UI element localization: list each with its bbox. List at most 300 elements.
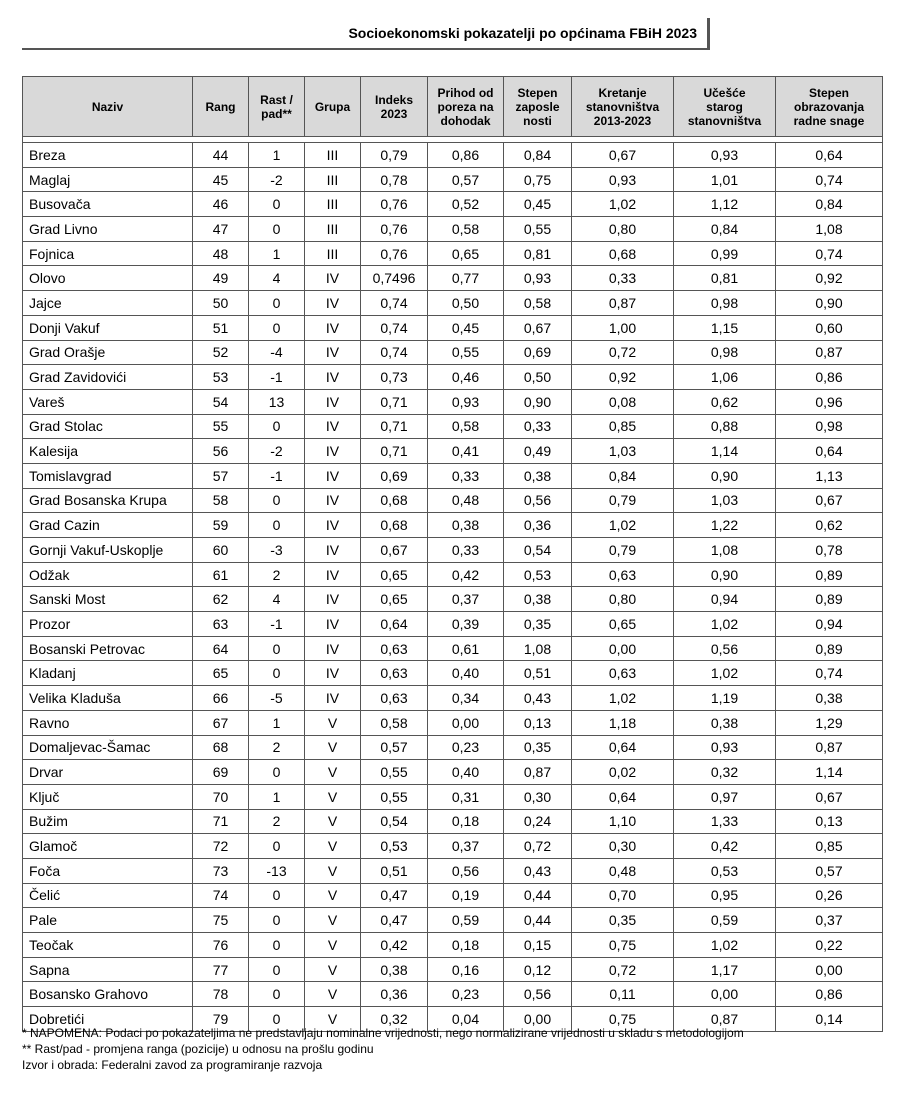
table-cell: 0,98 (674, 340, 776, 365)
table-cell: 0,45 (504, 192, 572, 217)
table-cell: 2 (249, 809, 305, 834)
table-cell: IV (305, 636, 361, 661)
table-cell: 1,00 (572, 315, 674, 340)
table-cell: IV (305, 414, 361, 439)
table-cell: 0,22 (776, 933, 883, 958)
table-cell: IV (305, 612, 361, 637)
table-cell: 0,00 (776, 957, 883, 982)
table-cell: V (305, 809, 361, 834)
table-cell: 0,67 (776, 488, 883, 513)
table-cell: 0,11 (572, 982, 674, 1007)
table-cell: 0,64 (572, 784, 674, 809)
table-cell: 66 (193, 686, 249, 711)
table-cell: 0 (249, 513, 305, 538)
table-cell: 1,02 (572, 192, 674, 217)
table-cell: 2 (249, 562, 305, 587)
table-cell: III (305, 241, 361, 266)
table-row (23, 686, 883, 711)
table-cell: 0 (249, 414, 305, 439)
table-cell: 0,89 (776, 562, 883, 587)
table-row (23, 217, 883, 242)
table-row (23, 883, 883, 908)
table-cell: 0,92 (572, 365, 674, 390)
table-cell: 0,76 (361, 241, 428, 266)
cell-naziv: Grad Cazin (23, 513, 193, 538)
table-cell: 0,37 (428, 587, 504, 612)
table-cell: 1,02 (674, 933, 776, 958)
table-cell: IV (305, 661, 361, 686)
table-cell: 0,52 (428, 192, 504, 217)
table-row (23, 241, 883, 266)
table-cell: 0,87 (776, 735, 883, 760)
table-cell: 0,50 (428, 291, 504, 316)
table-cell: 48 (193, 241, 249, 266)
table-cell: 63 (193, 612, 249, 637)
table-cell: 51 (193, 315, 249, 340)
table-cell: 0,63 (361, 661, 428, 686)
table-cell: 1,03 (572, 439, 674, 464)
cell-naziv: Velika Kladuša (23, 686, 193, 711)
table-cell: 2 (249, 735, 305, 760)
table-row (23, 291, 883, 316)
table-cell: 0,47 (361, 908, 428, 933)
header-rang: Rang (193, 77, 249, 137)
table-cell: 0,53 (504, 562, 572, 587)
table-cell: -5 (249, 686, 305, 711)
table-cell: 0,63 (361, 636, 428, 661)
table-row (23, 488, 883, 513)
table-cell: 67 (193, 710, 249, 735)
table-cell: 1 (249, 241, 305, 266)
table-cell: 0,56 (674, 636, 776, 661)
table-cell: 0,75 (504, 167, 572, 192)
table-cell: 69 (193, 760, 249, 785)
table-row (23, 908, 883, 933)
table-cell: 0,51 (361, 858, 428, 883)
footnotes (22, 1025, 744, 1073)
table-cell: 0,37 (428, 834, 504, 859)
table-cell: 0,49 (504, 439, 572, 464)
table-cell: 0,00 (674, 982, 776, 1007)
table-row (23, 389, 883, 414)
table-cell: 0,74 (776, 661, 883, 686)
table-cell: 58 (193, 488, 249, 513)
table-cell: 74 (193, 883, 249, 908)
table-cell: 52 (193, 340, 249, 365)
cell-naziv: Bosanski Petrovac (23, 636, 193, 661)
header-zaposlenost: Stepen zaposle nosti (504, 77, 572, 137)
table-cell: 0,54 (361, 809, 428, 834)
table-row (23, 784, 883, 809)
table-cell: 4 (249, 266, 305, 291)
table-cell: V (305, 834, 361, 859)
table-cell: 1,06 (674, 365, 776, 390)
table-cell: 0,43 (504, 858, 572, 883)
table-cell: 0,53 (674, 858, 776, 883)
table-cell: 0,94 (776, 612, 883, 637)
table-cell: 0,19 (428, 883, 504, 908)
footnote-rast-pad: ** Rast/pad - promjena ranga (pozicije) u odnosu na prošlu godinu (22, 1042, 374, 1056)
table-cell: 0,74 (776, 241, 883, 266)
table-row (23, 538, 883, 563)
table-cell: 0,60 (776, 315, 883, 340)
table-cell: 0,04 (428, 1007, 504, 1032)
table-cell: IV (305, 315, 361, 340)
table-cell: 0,93 (504, 266, 572, 291)
table-cell: 0,56 (504, 982, 572, 1007)
cell-naziv: Teočak (23, 933, 193, 958)
table-cell: 0,74 (361, 315, 428, 340)
table-cell: 0,40 (428, 661, 504, 686)
table-cell: 0,68 (361, 488, 428, 513)
table-cell: 77 (193, 957, 249, 982)
table-cell: 0,55 (361, 784, 428, 809)
table-cell: IV (305, 562, 361, 587)
table-cell: 0,65 (572, 612, 674, 637)
cell-naziv: Dobretići (23, 1007, 193, 1032)
table-cell: 75 (193, 908, 249, 933)
table-cell: 0,39 (428, 612, 504, 637)
table-cell: 0,63 (572, 562, 674, 587)
table-cell: 0,71 (361, 414, 428, 439)
table-cell: 0,64 (776, 439, 883, 464)
table-cell: 0,59 (674, 908, 776, 933)
table-cell: 0,18 (428, 809, 504, 834)
table-row (23, 982, 883, 1007)
table-cell: 0,53 (361, 834, 428, 859)
table-cell: 0,79 (572, 488, 674, 513)
table-cell: 0 (249, 661, 305, 686)
table-cell: 0,77 (428, 266, 504, 291)
table-cell: 0 (249, 217, 305, 242)
cell-naziv: Grad Bosanska Krupa (23, 488, 193, 513)
table-cell: 0,34 (428, 686, 504, 711)
table-cell: 0,13 (504, 710, 572, 735)
cell-naziv: Glamoč (23, 834, 193, 859)
table-cell: 0,33 (572, 266, 674, 291)
table-cell: 0,74 (776, 167, 883, 192)
table-cell: 0,67 (776, 784, 883, 809)
table-cell: -2 (249, 167, 305, 192)
cell-naziv: Čelić (23, 883, 193, 908)
table-cell: 0,86 (776, 982, 883, 1007)
title-box (22, 18, 710, 50)
table-cell: IV (305, 291, 361, 316)
table-cell: IV (305, 389, 361, 414)
table-cell: 0 (249, 760, 305, 785)
table-cell: 0,75 (572, 933, 674, 958)
table-cell: 0,24 (504, 809, 572, 834)
header-rast-pad: Rast / pad** (249, 77, 305, 137)
table-cell: 0,54 (504, 538, 572, 563)
table-cell: 0,62 (674, 389, 776, 414)
table-cell: 0 (249, 1007, 305, 1032)
table-cell: 57 (193, 463, 249, 488)
table-cell: 13 (249, 389, 305, 414)
header-ucesce: Učešće starog stanovništva (674, 77, 776, 137)
table-cell: V (305, 908, 361, 933)
table-cell: 0,08 (572, 389, 674, 414)
table-cell: 1,08 (776, 217, 883, 242)
cell-naziv: Fojnica (23, 241, 193, 266)
table-cell: 62 (193, 587, 249, 612)
table-cell: 0,80 (572, 587, 674, 612)
table-cell: 0,85 (776, 834, 883, 859)
table-cell: 0,90 (674, 562, 776, 587)
table-cell: 0,58 (428, 217, 504, 242)
cell-naziv: Prozor (23, 612, 193, 637)
table-cell: 0,41 (428, 439, 504, 464)
cell-naziv: Drvar (23, 760, 193, 785)
cell-naziv: Bužim (23, 809, 193, 834)
table-cell: 0,57 (776, 858, 883, 883)
table-cell: 0,71 (361, 389, 428, 414)
table-cell: 0 (249, 982, 305, 1007)
cell-naziv: Ključ (23, 784, 193, 809)
table-cell: 0,56 (504, 488, 572, 513)
table-cell: 0 (249, 908, 305, 933)
cell-naziv: Sanski Most (23, 587, 193, 612)
table-cell: 47 (193, 217, 249, 242)
table-cell: 0,47 (361, 883, 428, 908)
table-row (23, 858, 883, 883)
cell-naziv: Breza (23, 143, 193, 168)
table-cell: 0,16 (428, 957, 504, 982)
table-cell: 0,74 (361, 340, 428, 365)
table-cell: 0,58 (504, 291, 572, 316)
header-prihod: Prihod od poreza na dohodak (428, 77, 504, 137)
cell-naziv: Tomislavgrad (23, 463, 193, 488)
cell-naziv: Sapna (23, 957, 193, 982)
table-cell: 0,76 (361, 217, 428, 242)
table-cell: 0,30 (504, 784, 572, 809)
cell-naziv: Kalesija (23, 439, 193, 464)
table-cell: 1,13 (776, 463, 883, 488)
table-cell: 55 (193, 414, 249, 439)
table-cell: 0,33 (428, 538, 504, 563)
cell-naziv: Domaljevac-Šamac (23, 735, 193, 760)
table-cell: 0,70 (572, 883, 674, 908)
table-cell: V (305, 957, 361, 982)
indicators-table (22, 76, 883, 1032)
table-cell: 0,67 (504, 315, 572, 340)
table-cell: 0,48 (572, 858, 674, 883)
table-cell: 0,98 (674, 291, 776, 316)
cell-naziv: Vareš (23, 389, 193, 414)
table-cell: 0,02 (572, 760, 674, 785)
table-cell: 0,64 (776, 143, 883, 168)
table-cell: IV (305, 340, 361, 365)
cell-naziv: Maglaj (23, 167, 193, 192)
cell-naziv: Donji Vakuf (23, 315, 193, 340)
table-row (23, 340, 883, 365)
table-cell: 0,87 (572, 291, 674, 316)
table-row (23, 463, 883, 488)
table-cell: 0,93 (428, 389, 504, 414)
table-cell: 1 (249, 784, 305, 809)
table-cell: 0,42 (361, 933, 428, 958)
table-cell: 0,18 (428, 933, 504, 958)
table-cell: 0,56 (428, 858, 504, 883)
table-cell: 0,69 (504, 340, 572, 365)
table-cell: 59 (193, 513, 249, 538)
table-cell: 0 (249, 192, 305, 217)
table-cell: 0,14 (776, 1007, 883, 1032)
table-row (23, 513, 883, 538)
table-cell: 0,43 (504, 686, 572, 711)
table-cell: 0,38 (428, 513, 504, 538)
table-cell: 0 (249, 957, 305, 982)
table-cell: 1,14 (674, 439, 776, 464)
table-cell: 1,02 (572, 513, 674, 538)
table-cell: -1 (249, 365, 305, 390)
table-cell: 0,86 (428, 143, 504, 168)
table-cell: 0,59 (428, 908, 504, 933)
table-cell: 1,17 (674, 957, 776, 982)
table-cell: 0,00 (504, 1007, 572, 1032)
table-cell: 0,93 (674, 143, 776, 168)
table-cell: 0,89 (776, 587, 883, 612)
table-cell: 0,44 (504, 883, 572, 908)
table-cell: 1,15 (674, 315, 776, 340)
table-body (23, 143, 883, 1032)
table-cell: 0,30 (572, 834, 674, 859)
table-cell: V (305, 982, 361, 1007)
table-cell: 65 (193, 661, 249, 686)
table-row (23, 834, 883, 859)
cell-naziv: Pale (23, 908, 193, 933)
header-indeks: Indeks 2023 (361, 77, 428, 137)
table-cell: 0,79 (361, 143, 428, 168)
table-cell: IV (305, 439, 361, 464)
table-cell: 0,38 (361, 957, 428, 982)
table-cell: 0,63 (361, 686, 428, 711)
table-cell: 56 (193, 439, 249, 464)
table-cell: 1,18 (572, 710, 674, 735)
table-cell: V (305, 1007, 361, 1032)
footnote-napomena: * NAPOMENA: Podaci po pokazateljima ne predstavljaju nominalne vrijednosti, nego normalizirane vrijednosti u skladu s metodologijom (22, 1026, 744, 1040)
cell-naziv: Busovača (23, 192, 193, 217)
table-cell: 0,98 (776, 414, 883, 439)
table-cell: 1,14 (776, 760, 883, 785)
table-cell: 1,33 (674, 809, 776, 834)
table-row (23, 957, 883, 982)
table-cell: 0,65 (428, 241, 504, 266)
table-cell: 54 (193, 389, 249, 414)
table-cell: 0,51 (504, 661, 572, 686)
table-cell: 0,81 (674, 266, 776, 291)
table-cell: 0,87 (504, 760, 572, 785)
table-cell: 0,64 (572, 735, 674, 760)
table-cell: 0 (249, 636, 305, 661)
table-cell: 1,02 (572, 686, 674, 711)
table-row (23, 933, 883, 958)
table-cell: 0,23 (428, 735, 504, 760)
table-cell: 0,32 (361, 1007, 428, 1032)
table-cell: IV (305, 463, 361, 488)
table-row (23, 809, 883, 834)
table-cell: 0,81 (504, 241, 572, 266)
table-cell: IV (305, 266, 361, 291)
table-row (23, 266, 883, 291)
table-cell: 0,76 (361, 192, 428, 217)
table-cell: 0,36 (504, 513, 572, 538)
table-cell: 0,57 (361, 735, 428, 760)
table-cell: 4 (249, 587, 305, 612)
table-cell: 0,85 (572, 414, 674, 439)
table-cell: 1,02 (674, 661, 776, 686)
table-row (23, 661, 883, 686)
table-cell: 0,38 (776, 686, 883, 711)
table-cell: 0,92 (776, 266, 883, 291)
table-cell: 1,08 (674, 538, 776, 563)
table-cell: 0,7496 (361, 266, 428, 291)
table-cell: 0,87 (776, 340, 883, 365)
table-cell: 0,31 (428, 784, 504, 809)
table-cell: 1,08 (504, 636, 572, 661)
cell-naziv: Odžak (23, 562, 193, 587)
table-row (23, 710, 883, 735)
table-cell: 0 (249, 315, 305, 340)
table-cell: 0,90 (674, 463, 776, 488)
table-cell: 0,84 (776, 192, 883, 217)
table-row (23, 562, 883, 587)
table-cell: 1,03 (674, 488, 776, 513)
table-cell: 0,00 (428, 710, 504, 735)
table-cell: 0,88 (674, 414, 776, 439)
table-cell: 0,61 (428, 636, 504, 661)
table-cell: V (305, 858, 361, 883)
table-cell: IV (305, 365, 361, 390)
table-cell: 0,38 (504, 587, 572, 612)
table-cell: 0,86 (776, 365, 883, 390)
table-cell: 0,79 (572, 538, 674, 563)
table-cell: 0,96 (776, 389, 883, 414)
table-cell: 0,57 (428, 167, 504, 192)
table-row (23, 612, 883, 637)
header-grupa: Grupa (305, 77, 361, 137)
table-cell: 0,38 (674, 710, 776, 735)
table-cell: 0,68 (572, 241, 674, 266)
table-cell: 0,75 (572, 1007, 674, 1032)
table-cell: 50 (193, 291, 249, 316)
table-cell: V (305, 760, 361, 785)
table-cell: 1,01 (674, 167, 776, 192)
table-row (23, 735, 883, 760)
table-row (23, 760, 883, 785)
cell-naziv: Foča (23, 858, 193, 883)
table-cell: 1 (249, 143, 305, 168)
cell-naziv: Ravno (23, 710, 193, 735)
table-cell: 0,78 (361, 167, 428, 192)
table-row (23, 315, 883, 340)
cell-naziv: Bosansko Grahovo (23, 982, 193, 1007)
table-cell: 0 (249, 488, 305, 513)
table-cell: 0 (249, 291, 305, 316)
table-cell: -13 (249, 858, 305, 883)
cell-naziv: Olovo (23, 266, 193, 291)
table-cell: 0,45 (428, 315, 504, 340)
table-cell: 0 (249, 933, 305, 958)
table-cell: 0,13 (776, 809, 883, 834)
table-cell: 49 (193, 266, 249, 291)
table-cell: 0,35 (572, 908, 674, 933)
footnote-izvor: Izvor i obrada: Federalni zavod za programiranje razvoja (22, 1058, 323, 1072)
table-cell: -4 (249, 340, 305, 365)
table-cell: V (305, 933, 361, 958)
table-cell: 0,65 (361, 562, 428, 587)
table-cell: 0,15 (504, 933, 572, 958)
